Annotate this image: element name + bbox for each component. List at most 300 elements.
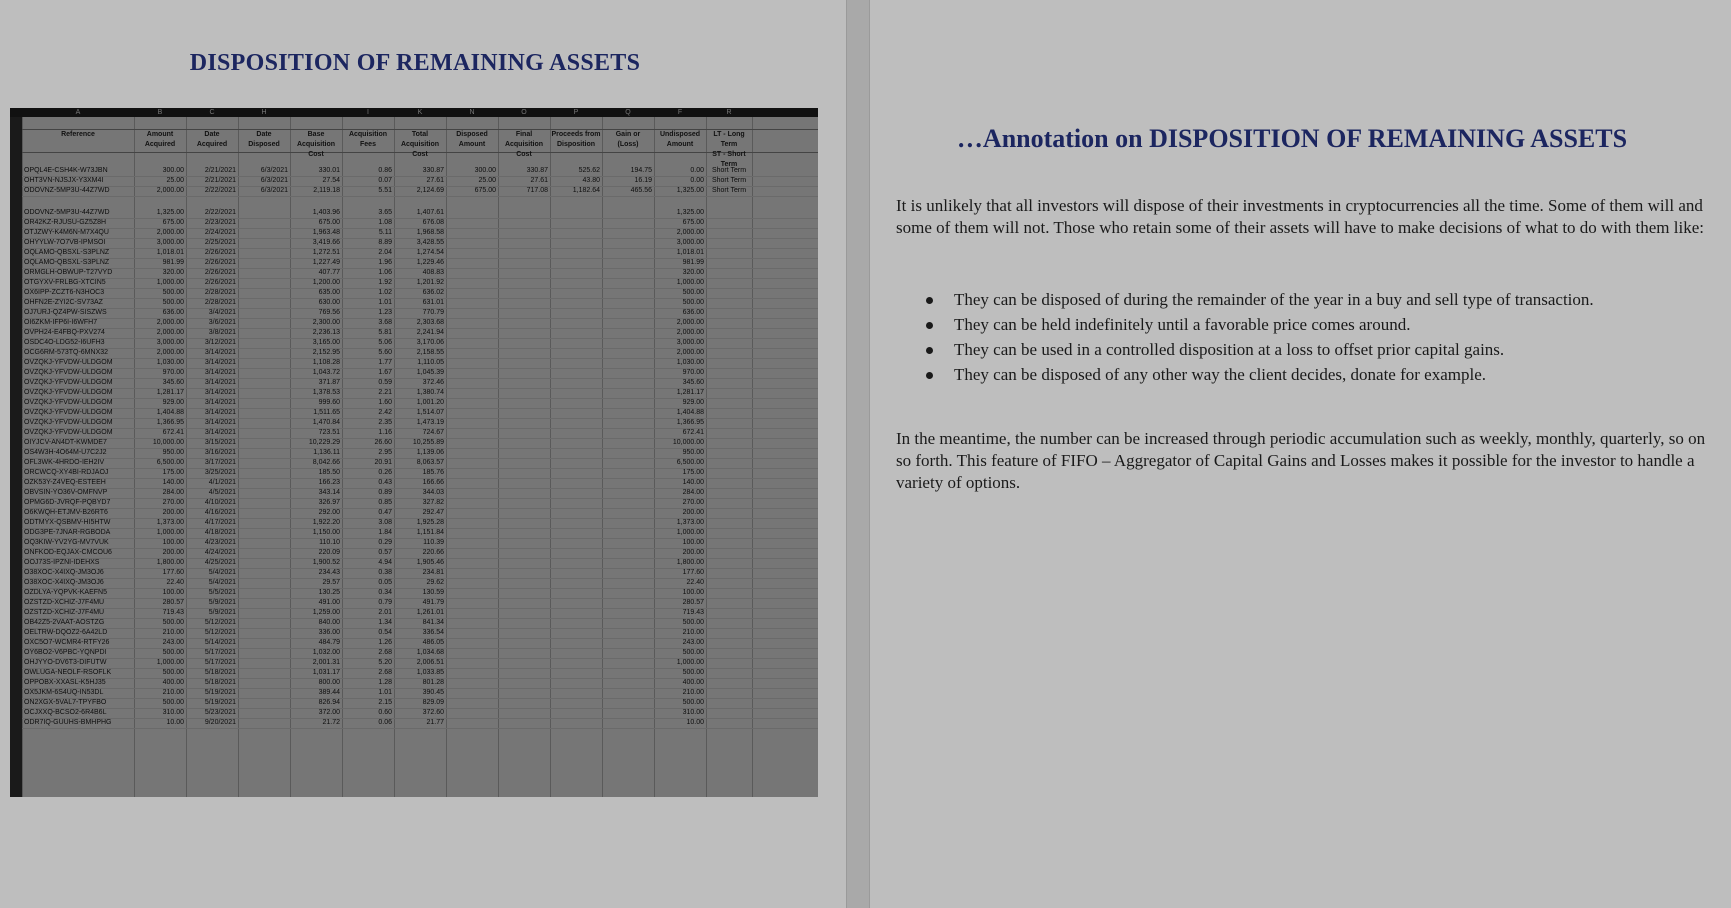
table-cell: 5.06 <box>378 339 392 346</box>
table-cell: 1,018.01 <box>156 249 184 256</box>
table-cell: 9/20/2021 <box>204 719 236 726</box>
table-cell: 3.08 <box>378 519 392 526</box>
table-cell: 177.60 <box>162 569 184 576</box>
row-number <box>10 559 22 568</box>
table-cell: 631.01 <box>422 299 444 306</box>
table-cell: OVZQKJ-YFVDW-ULDGOM <box>24 419 113 426</box>
table-cell: 27.54 <box>322 177 340 184</box>
table-cell: 6,500.00 <box>156 459 184 466</box>
table-cell: 500.00 <box>682 669 704 676</box>
table-cell: 491.79 <box>422 599 444 606</box>
table-cell: 280.57 <box>162 599 184 606</box>
column-header: Disposed Amount <box>456 131 488 148</box>
table-cell: 717.08 <box>526 187 548 194</box>
table-cell: 8,063.57 <box>416 459 444 466</box>
row-number <box>10 679 22 688</box>
table-cell: 300.00 <box>474 167 496 174</box>
table-cell: 1,325.00 <box>676 209 704 216</box>
table-cell: 1.16 <box>378 429 392 436</box>
table-cell: 500.00 <box>682 289 704 296</box>
table-cell: 5.51 <box>378 187 392 194</box>
table-cell: 1,000.00 <box>676 529 704 536</box>
table-cell: 345.60 <box>162 379 184 386</box>
table-cell: 1,032.00 <box>312 649 340 656</box>
row-number <box>10 409 22 418</box>
table-cell: 1,110.05 <box>417 359 444 366</box>
table-cell: 5/4/2021 <box>208 579 236 586</box>
table-cell: OTJZWY-K4M6N-M7X4QU <box>24 229 109 236</box>
row-number <box>10 719 22 728</box>
table-cell: 3/17/2021 <box>204 459 236 466</box>
table-cell: 800.00 <box>318 679 340 686</box>
table-cell: 3.65 <box>378 209 392 216</box>
table-cell: 2,006.51 <box>416 659 444 666</box>
column-letter: C <box>209 109 215 116</box>
table-cell: 3,000.00 <box>156 339 184 346</box>
table-cell: 21.77 <box>426 719 444 726</box>
list-item: They can be used in a controlled disposition at a loss to offset prior capital gains. <box>926 337 1716 362</box>
row-number <box>10 669 22 678</box>
table-cell: 21.72 <box>322 719 340 726</box>
table-cell: OHFN2E-ZYI2C-SV73AZ <box>24 299 103 306</box>
table-row <box>22 718 818 729</box>
table-cell: 2,236.13 <box>312 329 340 336</box>
table-cell: 29.62 <box>426 579 444 586</box>
table-cell: 0.59 <box>378 379 392 386</box>
table-cell: 675.00 <box>318 219 340 226</box>
column-header: Total Acquisition Cost <box>400 131 440 158</box>
table-cell: 343.14 <box>318 489 340 496</box>
table-cell: 371.87 <box>318 379 340 386</box>
table-cell: 2/26/2021 <box>204 249 236 256</box>
table-row <box>22 186 818 197</box>
bullet-icon <box>926 347 933 354</box>
bullet-icon <box>926 372 933 379</box>
table-cell: 1,281.17 <box>676 389 704 396</box>
table-cell: ODOVNZ-5MP3U-44Z7WD <box>24 187 110 194</box>
row-number <box>10 709 22 718</box>
column-letter: P <box>573 109 579 116</box>
row-number <box>10 529 22 538</box>
table-cell: 330.87 <box>422 167 444 174</box>
table-cell: 1,259.00 <box>312 609 340 616</box>
table-cell: 0.43 <box>378 479 392 486</box>
table-cell: 2,001.31 <box>312 659 340 666</box>
table-cell: 29.57 <box>322 579 340 586</box>
table-cell: OVZQKJ-YFVDW-ULDGOM <box>24 399 113 406</box>
table-cell: OB42Z5-2VAAT-AOSTZG <box>24 619 105 626</box>
table-cell: 801.28 <box>422 679 444 686</box>
table-cell: 3/14/2021 <box>204 409 236 416</box>
row-number <box>10 209 22 218</box>
column-letter: A <box>75 109 81 116</box>
table-cell: 1,200.00 <box>312 279 340 286</box>
table-cell: OHT3VN-NJSJX-Y3XM4I <box>24 177 104 184</box>
table-cell: 4/5/2021 <box>208 489 236 496</box>
table-cell: 284.00 <box>162 489 184 496</box>
table-cell: O6KWQH-ETJMV-B26RT6 <box>24 509 108 516</box>
table-cell: 3,165.00 <box>312 339 340 346</box>
table-cell: 0.60 <box>378 709 392 716</box>
table-cell: 330.01 <box>318 167 340 174</box>
table-cell: Short Term <box>711 187 747 194</box>
table-cell: 130.59 <box>422 589 444 596</box>
table-cell: 2/21/2021 <box>204 167 236 174</box>
table-cell: 5.60 <box>378 349 392 356</box>
bullet-icon <box>926 297 933 304</box>
table-cell: 27.61 <box>530 177 548 184</box>
column-header: Reference <box>61 131 95 138</box>
table-cell: 1,380.74 <box>416 389 444 396</box>
table-cell: ODTMYX-QSBMV-HI5HTW <box>24 519 111 526</box>
row-number <box>10 189 22 198</box>
table-cell: 500.00 <box>162 699 184 706</box>
table-cell: 1.23 <box>378 309 392 316</box>
table-cell: 1,963.48 <box>312 229 340 236</box>
table-cell: 1,274.54 <box>416 249 444 256</box>
table-cell: 2,241.94 <box>416 329 444 336</box>
table-cell: 0.85 <box>378 499 392 506</box>
table-cell: 999.60 <box>318 399 340 406</box>
table-cell: 1,378.53 <box>312 389 340 396</box>
column-letter: H <box>261 109 267 116</box>
table-cell: 826.94 <box>318 699 340 706</box>
table-cell: 5/4/2021 <box>208 569 236 576</box>
table-cell: 1,800.00 <box>156 559 184 566</box>
row-number <box>10 239 22 248</box>
row-number <box>10 309 22 318</box>
table-cell: 5.81 <box>378 329 392 336</box>
table-cell: 1,325.00 <box>156 209 184 216</box>
row-number <box>10 609 22 618</box>
table-cell: OQLAMO-QBSXL-S3PLNZ <box>24 259 110 266</box>
table-cell: 25.00 <box>478 177 496 184</box>
table-cell: ODOVNZ-5MP3U-44Z7WD <box>24 209 110 216</box>
table-cell: 981.99 <box>162 259 184 266</box>
row-number <box>10 539 22 548</box>
table-cell: 3/14/2021 <box>204 369 236 376</box>
table-cell: 5/12/2021 <box>204 629 236 636</box>
table-cell: OVZQKJ-YFVDW-ULDGOM <box>24 369 113 376</box>
table-cell: 100.00 <box>682 589 704 596</box>
table-cell: 25.00 <box>166 177 184 184</box>
table-cell: 484.79 <box>318 639 340 646</box>
table-cell: 320.00 <box>682 269 704 276</box>
table-cell: 0.00 <box>690 177 704 184</box>
table-cell: 2,000.00 <box>156 229 184 236</box>
table-cell: 1,139.06 <box>416 449 444 456</box>
table-cell: OXC5O7-WCMR4-RTFY26 <box>24 639 110 646</box>
table-cell: 465.56 <box>630 187 652 194</box>
table-cell: 336.54 <box>422 629 444 636</box>
table-cell: 630.00 <box>318 299 340 306</box>
table-cell: 1,136.11 <box>313 449 340 456</box>
row-number <box>10 339 22 348</box>
table-cell: 372.46 <box>422 379 444 386</box>
row-number <box>10 749 22 758</box>
table-cell: 166.66 <box>422 479 444 486</box>
row-number <box>10 259 22 268</box>
table-cell: 1.34 <box>378 619 392 626</box>
table-cell: 200.00 <box>682 509 704 516</box>
table-cell: 280.57 <box>682 599 704 606</box>
table-cell: 2/23/2021 <box>204 219 236 226</box>
table-cell: 950.00 <box>162 449 184 456</box>
table-cell: 1,031.17 <box>312 669 340 676</box>
table-cell: 4/18/2021 <box>204 529 236 536</box>
table-cell: 1,045.39 <box>416 369 444 376</box>
table-cell: OPMG6D-JVRQF-PQBYD7 <box>24 499 111 506</box>
table-cell: 500.00 <box>682 299 704 306</box>
table-cell: 5/18/2021 <box>204 679 236 686</box>
table-cell: 2.42 <box>378 409 392 416</box>
table-cell: 1.08 <box>378 219 392 226</box>
row-number <box>10 389 22 398</box>
table-cell: 1,151.84 <box>416 529 444 536</box>
table-cell: 1,470.84 <box>312 419 340 426</box>
table-cell: 3/4/2021 <box>208 309 236 316</box>
table-cell: 981.99 <box>682 259 704 266</box>
closing-paragraph: In the meantime, the number can be increased through periodic accumulation such as weekly, monthly, quarterly, so on so forth. This feature of FIFO – Aggregator of Capital Gains and Losses makes it possible for the investor to handle a variety of options. <box>896 429 1706 492</box>
table-cell: 2/22/2021 <box>204 209 236 216</box>
table-cell: 5.20 <box>378 659 392 666</box>
table-cell: 1,030.00 <box>676 359 704 366</box>
column-letters-row <box>10 108 818 117</box>
row-number <box>10 349 22 358</box>
table-cell: 3/12/2021 <box>204 339 236 346</box>
table-cell: 1.28 <box>378 679 392 686</box>
table-cell: 336.00 <box>318 629 340 636</box>
table-cell: 2.95 <box>378 449 392 456</box>
table-cell: ODR7IQ-GUUHS-BMHPHG <box>24 719 112 726</box>
table-cell: 970.00 <box>682 369 704 376</box>
table-cell: 0.54 <box>378 629 392 636</box>
right-page-title: …Annotation on DISPOSITION OF REMAINING ASSETS <box>956 124 1628 153</box>
table-cell: 5/12/2021 <box>204 619 236 626</box>
table-cell: 1,373.00 <box>156 519 184 526</box>
table-cell: 1,968.58 <box>416 229 444 236</box>
table-cell: 1,261.01 <box>416 609 444 616</box>
table-cell: 166.23 <box>318 479 340 486</box>
table-cell: 929.00 <box>682 399 704 406</box>
table-cell: O38XOC-X4IXQ-JM3OJ6 <box>24 569 104 576</box>
table-cell: 2.15 <box>378 699 392 706</box>
right-page <box>870 0 1731 908</box>
table-cell: 2/22/2021 <box>204 187 236 194</box>
table-cell: OZDLYA-YQPVK-KAEFN5 <box>24 589 107 596</box>
column-header: Date Acquired <box>196 131 228 148</box>
row-number <box>10 159 22 168</box>
table-cell: 2,000.00 <box>676 229 704 236</box>
table-cell: 300.00 <box>162 167 184 174</box>
table-cell: 2,300.00 <box>312 319 340 326</box>
table-cell: 1,000.00 <box>676 659 704 666</box>
table-cell: 4/16/2021 <box>204 509 236 516</box>
table-cell: 3/14/2021 <box>204 389 236 396</box>
table-cell: 1,922.20 <box>312 519 340 526</box>
table-cell: 344.03 <box>422 489 444 496</box>
row-number <box>10 469 22 478</box>
table-cell: OHYYLW-7O7VB-IPMSOI <box>24 239 106 246</box>
table-cell: 200.00 <box>162 549 184 556</box>
list-item: They can be held indefinitely until a favorable price comes around. <box>926 312 1716 337</box>
table-cell: 950.00 <box>682 449 704 456</box>
table-cell: 284.00 <box>682 489 704 496</box>
table-cell: OVPH24-E4FBQ-PXV274 <box>24 329 105 336</box>
table-cell: OVZQKJ-YFVDW-ULDGOM <box>24 389 113 396</box>
row-number <box>10 489 22 498</box>
table-cell: OCG6RM-573TQ-6MNX32 <box>24 349 109 356</box>
row-number <box>10 739 22 748</box>
column-header: Gain or (Loss) <box>615 131 641 148</box>
table-cell: 0.57 <box>378 549 392 556</box>
row-number <box>10 689 22 698</box>
column-letter: N <box>469 109 475 116</box>
table-cell: 0.38 <box>378 569 392 576</box>
column-letter: O <box>521 109 527 116</box>
table-cell: 5.11 <box>378 229 392 236</box>
table-cell: OOJ73S-IPZNI-IDEHXS <box>24 559 100 566</box>
table-cell: 5/19/2021 <box>204 689 236 696</box>
table-cell: 5/5/2021 <box>208 589 236 596</box>
table-cell: 372.00 <box>318 709 340 716</box>
table-cell: 2/21/2021 <box>204 177 236 184</box>
table-cell: 3/14/2021 <box>204 399 236 406</box>
table-cell: 1,030.00 <box>156 359 184 366</box>
table-cell: 234.43 <box>318 569 340 576</box>
table-cell: 292.00 <box>318 509 340 516</box>
table-cell: 2,119.18 <box>313 187 340 194</box>
row-number <box>10 379 22 388</box>
table-cell: 2,000.00 <box>156 187 184 194</box>
table-cell: 1.06 <box>378 269 392 276</box>
table-cell: 2.35 <box>378 419 392 426</box>
table-cell: 2.01 <box>378 609 392 616</box>
table-cell: 27.61 <box>426 177 444 184</box>
table-cell: 2/26/2021 <box>204 269 236 276</box>
table-cell: 5/9/2021 <box>208 609 236 616</box>
table-cell: 486.05 <box>422 639 444 646</box>
table-cell: OBVSIN-YO36V-OMFNVP <box>24 489 108 496</box>
table-cell: ORCWCQ-XY4BI-RDJAOJ <box>24 469 109 476</box>
row-number <box>10 149 22 158</box>
table-cell: 2,000.00 <box>156 349 184 356</box>
table-cell: 2,000.00 <box>676 329 704 336</box>
row-number <box>10 509 22 518</box>
table-cell: 220.66 <box>422 549 444 556</box>
table-cell: 3,000.00 <box>676 339 704 346</box>
table-cell: 200.00 <box>682 549 704 556</box>
column-letter: F <box>677 109 683 116</box>
table-cell: 6/3/2021 <box>260 177 288 184</box>
table-cell: OIYJCV-AN4DT-KWMDE7 <box>24 439 107 446</box>
row-number <box>10 279 22 288</box>
table-cell: 2/26/2021 <box>204 259 236 266</box>
table-cell: 2.04 <box>378 249 392 256</box>
table-cell: 3/14/2021 <box>204 379 236 386</box>
table-cell: 1,905.46 <box>416 559 444 566</box>
table-cell: 525.62 <box>578 167 600 174</box>
table-cell: 8,042.66 <box>312 459 340 466</box>
table-cell: 500.00 <box>162 669 184 676</box>
table-cell: 1.02 <box>378 289 392 296</box>
column-header: Acquisition Fees <box>348 131 388 148</box>
table-cell: 234.81 <box>422 569 444 576</box>
table-cell: 2.68 <box>378 669 392 676</box>
table-cell: 1,018.01 <box>676 249 704 256</box>
table-cell: 200.00 <box>162 509 184 516</box>
table-cell: 194.75 <box>630 167 652 174</box>
table-cell: 2,158.55 <box>416 349 444 356</box>
table-cell: 0.05 <box>378 579 392 586</box>
table-cell: 16.19 <box>634 177 652 184</box>
table-cell: 1,227.49 <box>312 259 340 266</box>
table-cell: 100.00 <box>162 589 184 596</box>
table-cell: 672.41 <box>162 429 184 436</box>
table-cell: 1,182.64 <box>572 187 600 194</box>
table-cell: 1.01 <box>378 299 392 306</box>
table-cell: 2,000.00 <box>156 319 184 326</box>
table-cell: OELTRW-DQOZ2-6A42LD <box>24 629 108 636</box>
table-cell: 1.84 <box>378 529 392 536</box>
row-number <box>10 729 22 738</box>
row-number <box>10 119 22 128</box>
table-cell: OWLUGA-NEOLF-RSOFLK <box>24 669 112 676</box>
table-cell: 4/23/2021 <box>204 539 236 546</box>
table-cell: 4.94 <box>378 559 392 566</box>
table-cell: 0.89 <box>378 489 392 496</box>
table-cell: 3/14/2021 <box>204 359 236 366</box>
table-cell: 5/17/2021 <box>204 659 236 666</box>
table-cell: 175.00 <box>162 469 184 476</box>
table-cell: ON2XGX-5VAL7-TPYFBO <box>24 699 107 706</box>
table-cell: OFL3WK-4HRDO-IEH2IV <box>24 459 105 466</box>
row-number <box>10 629 22 638</box>
left-page <box>0 0 846 908</box>
left-page-title: DISPOSITION OF REMAINING ASSETS <box>189 50 641 76</box>
table-cell: Short Term <box>711 167 747 174</box>
table-cell: 0.47 <box>378 509 392 516</box>
table-cell: OJ7URJ-QZ4PW-SISZWS <box>24 309 107 316</box>
table-cell: 2.68 <box>378 649 392 656</box>
table-cell: 500.00 <box>162 299 184 306</box>
table-cell: 3/25/2021 <box>204 469 236 476</box>
table-cell: 0.26 <box>378 469 392 476</box>
table-cell: 2,000.00 <box>676 319 704 326</box>
table-cell: OCJXXQ-BCSO2-6R4B6L <box>24 709 107 716</box>
table-cell: 310.00 <box>682 709 704 716</box>
table-cell: 10,000.00 <box>672 439 704 446</box>
table-cell: 723.51 <box>318 429 340 436</box>
table-cell: 719.43 <box>162 609 184 616</box>
table-cell: 3,000.00 <box>676 239 704 246</box>
table-cell: 2,152.95 <box>312 349 340 356</box>
table-cell: OQ3KIW-YV2YG-MV7VUK <box>24 539 109 546</box>
table-cell: 636.00 <box>682 309 704 316</box>
table-cell: 675.00 <box>162 219 184 226</box>
row-number <box>10 659 22 668</box>
table-cell: 100.00 <box>682 539 704 546</box>
table-cell: OX5JKM-6S4UQ-IN53DL <box>24 689 104 696</box>
table-cell: 270.00 <box>162 499 184 506</box>
table-cell: 929.00 <box>162 399 184 406</box>
table-cell: 243.00 <box>682 639 704 646</box>
table-cell: 5/19/2021 <box>204 699 236 706</box>
row-number <box>10 359 22 368</box>
table-cell: 26.60 <box>374 439 392 446</box>
row-number <box>10 329 22 338</box>
table-cell: 3,419.66 <box>312 239 340 246</box>
